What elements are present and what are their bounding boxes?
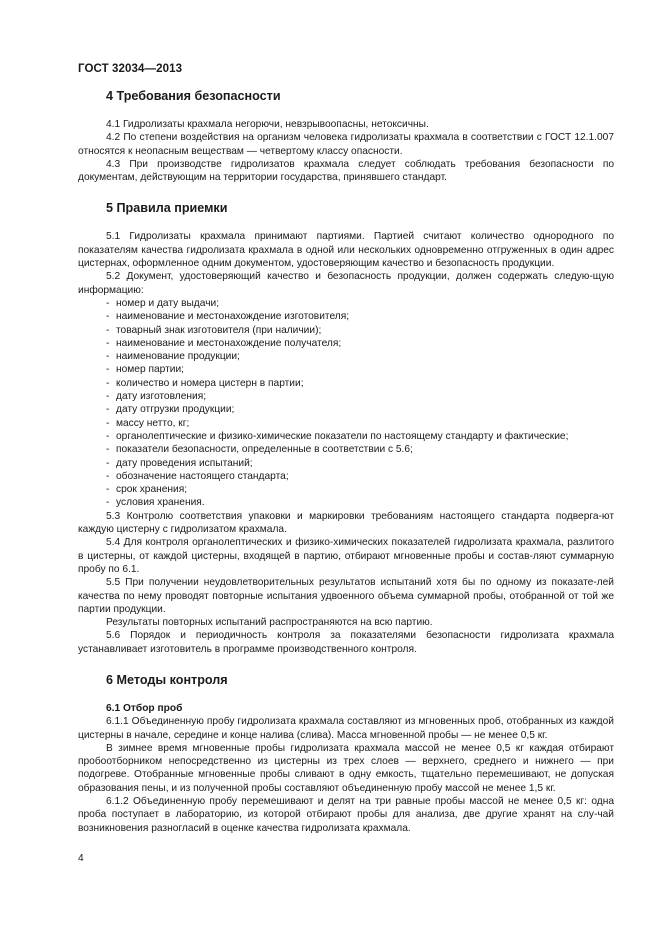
paragraph-5-6: 5.6 Порядок и периодичность контроля за показателями безопасности гидролизата крахмала устанавливает изготовитель в программе производственного контроля. [78, 630, 614, 655]
list-item: - условия хранения. [106, 497, 205, 509]
section-4-title: 4 Требования безопасности [106, 89, 281, 103]
paragraph-4-3: 4.3 При производстве гидролизатов крахмала следует соблюдать требования безопасности по документам, действующим на территории государства, принявшего стандарт. [78, 158, 614, 184]
list-item: - органолептические и физико-химические показатели по настоящему стандарту и фактические; [106, 430, 569, 442]
document-body [78, 88, 614, 835]
list-item: - товарный знак изготовителя (при наличии); [106, 324, 322, 336]
list-item: - дату проведения испытаний; [106, 457, 253, 469]
paragraph-6-1-1: 6.1.1 Объединенную пробу гидролизата крахмала составляют из мгновенных проб, отобранных из каждой цистерны в начале, середине и конце налива (слива). Масса мгновенной пробы — не менее 0,5 кг. [78, 716, 614, 741]
paragraph-4-1: 4.1 Гидролизаты крахмала негорючи, невзрывоопасны, нетоксичны. [106, 119, 429, 130]
paragraph-5-5: 5.5 При получении неудовлетворительных результатов испытаний хотя бы по одному из показате-лей качества по нему проводят повторные испытания удвоенного объема суммарной пробы, отобранной от той же партии продукции. [78, 577, 614, 615]
document-info-list [78, 297, 614, 510]
list-item: - дату изготовления; [106, 391, 207, 403]
list-item: - наименование и местонахождение изготовителя; [106, 311, 350, 323]
list-item: - обозначение настоящего стандарта; [106, 470, 289, 482]
list-item: - показатели безопасности, определенные в соответствии с 5.6; [106, 444, 413, 456]
paragraph-5-3: 5.3 Контролю соответствия упаковки и маркировки требованиям настоящего стандарта подверга-ют каждую цистерну с гидролизатом крахмала. [78, 510, 614, 536]
document-code: ГОСТ 32034—2013 [78, 63, 183, 75]
list-item: - срок хранения; [106, 484, 188, 496]
paragraph-6-1-1-continuation: В зимнее время мгновенные пробы гидролизата крахмала массой не менее 0,5 кг каждая отбирают пробоотборником непосредственно из цистерны из трех слоев — верхнего, среднего и нижнего — при подогреве. Отобранные мгновенные пробы сливают в одну емкость, тщательно перемешивают, не допуская образования пены, и из полученной пробы составляют объединенную пробу массой не менее 1,5 кг. [78, 742, 614, 794]
paragraph-5-2: 5.2 Документ, удостоверяющий качество и безопасность продукции, должен содержать следую-щую информацию: [78, 271, 614, 296]
list-item: - массу нетто, кг; [106, 417, 190, 429]
paragraph-5-4: 5.4 Для контроля органолептических и физико-химических показателей гидролизата крахмала, разлитого в цистерны, от каждой цистерны, входящей в партию, отбирают мгновенные пробы и состав-ляют суммарную пробу по 6.1. [78, 537, 614, 575]
list-item: - наименование продукции; [106, 351, 240, 363]
list-item: - номер партии; [106, 364, 184, 376]
list-item: - номер и дату выдачи; [106, 297, 220, 309]
list-item: - дату отгрузки продукции; [106, 404, 235, 416]
page-number: 4 [78, 853, 84, 864]
list-item: - количество и номера цистерн в партии; [106, 377, 304, 389]
section-6-title: 6 Методы контроля [106, 672, 228, 687]
paragraph-5-1: 5.1 Гидролизаты крахмала принимают партиями. Партией считают количество однородного по показателям качества гидролизата крахмала в одной или нескольких одновременно отгруженных в один адрес цистернах, оформленное одним документом, удостоверяющим качество и безопасность продукции. [78, 231, 614, 270]
list-item: - наименование и местонахождение получателя; [106, 337, 342, 349]
paragraph-4-2: 4.2 По степени воздействия на организм человека гидролизаты крахмала в соответствии с ГОСТ 12.1.007 относятся к неопасным веществам — четвертому классу опасности. [78, 132, 614, 157]
section-5-title: 5 Правила приемки [106, 201, 228, 216]
paragraph-6-1-2: 6.1.2 Объединенную пробу перемешивают и делят на три равные пробы массой не менее 0,5 кг: одна проба поступает в лабораторию, из которой отбирают пробы для анализа, две другие хранят на слу-чай возникновения разногласий в оценке качества гидролизата крахмала. [78, 796, 614, 834]
paragraph-5-5-continuation: Результаты повторных испытаний распространяются на всю партию. [106, 617, 433, 629]
subsection-6-1-title: 6.1 Отбор проб [106, 702, 183, 714]
